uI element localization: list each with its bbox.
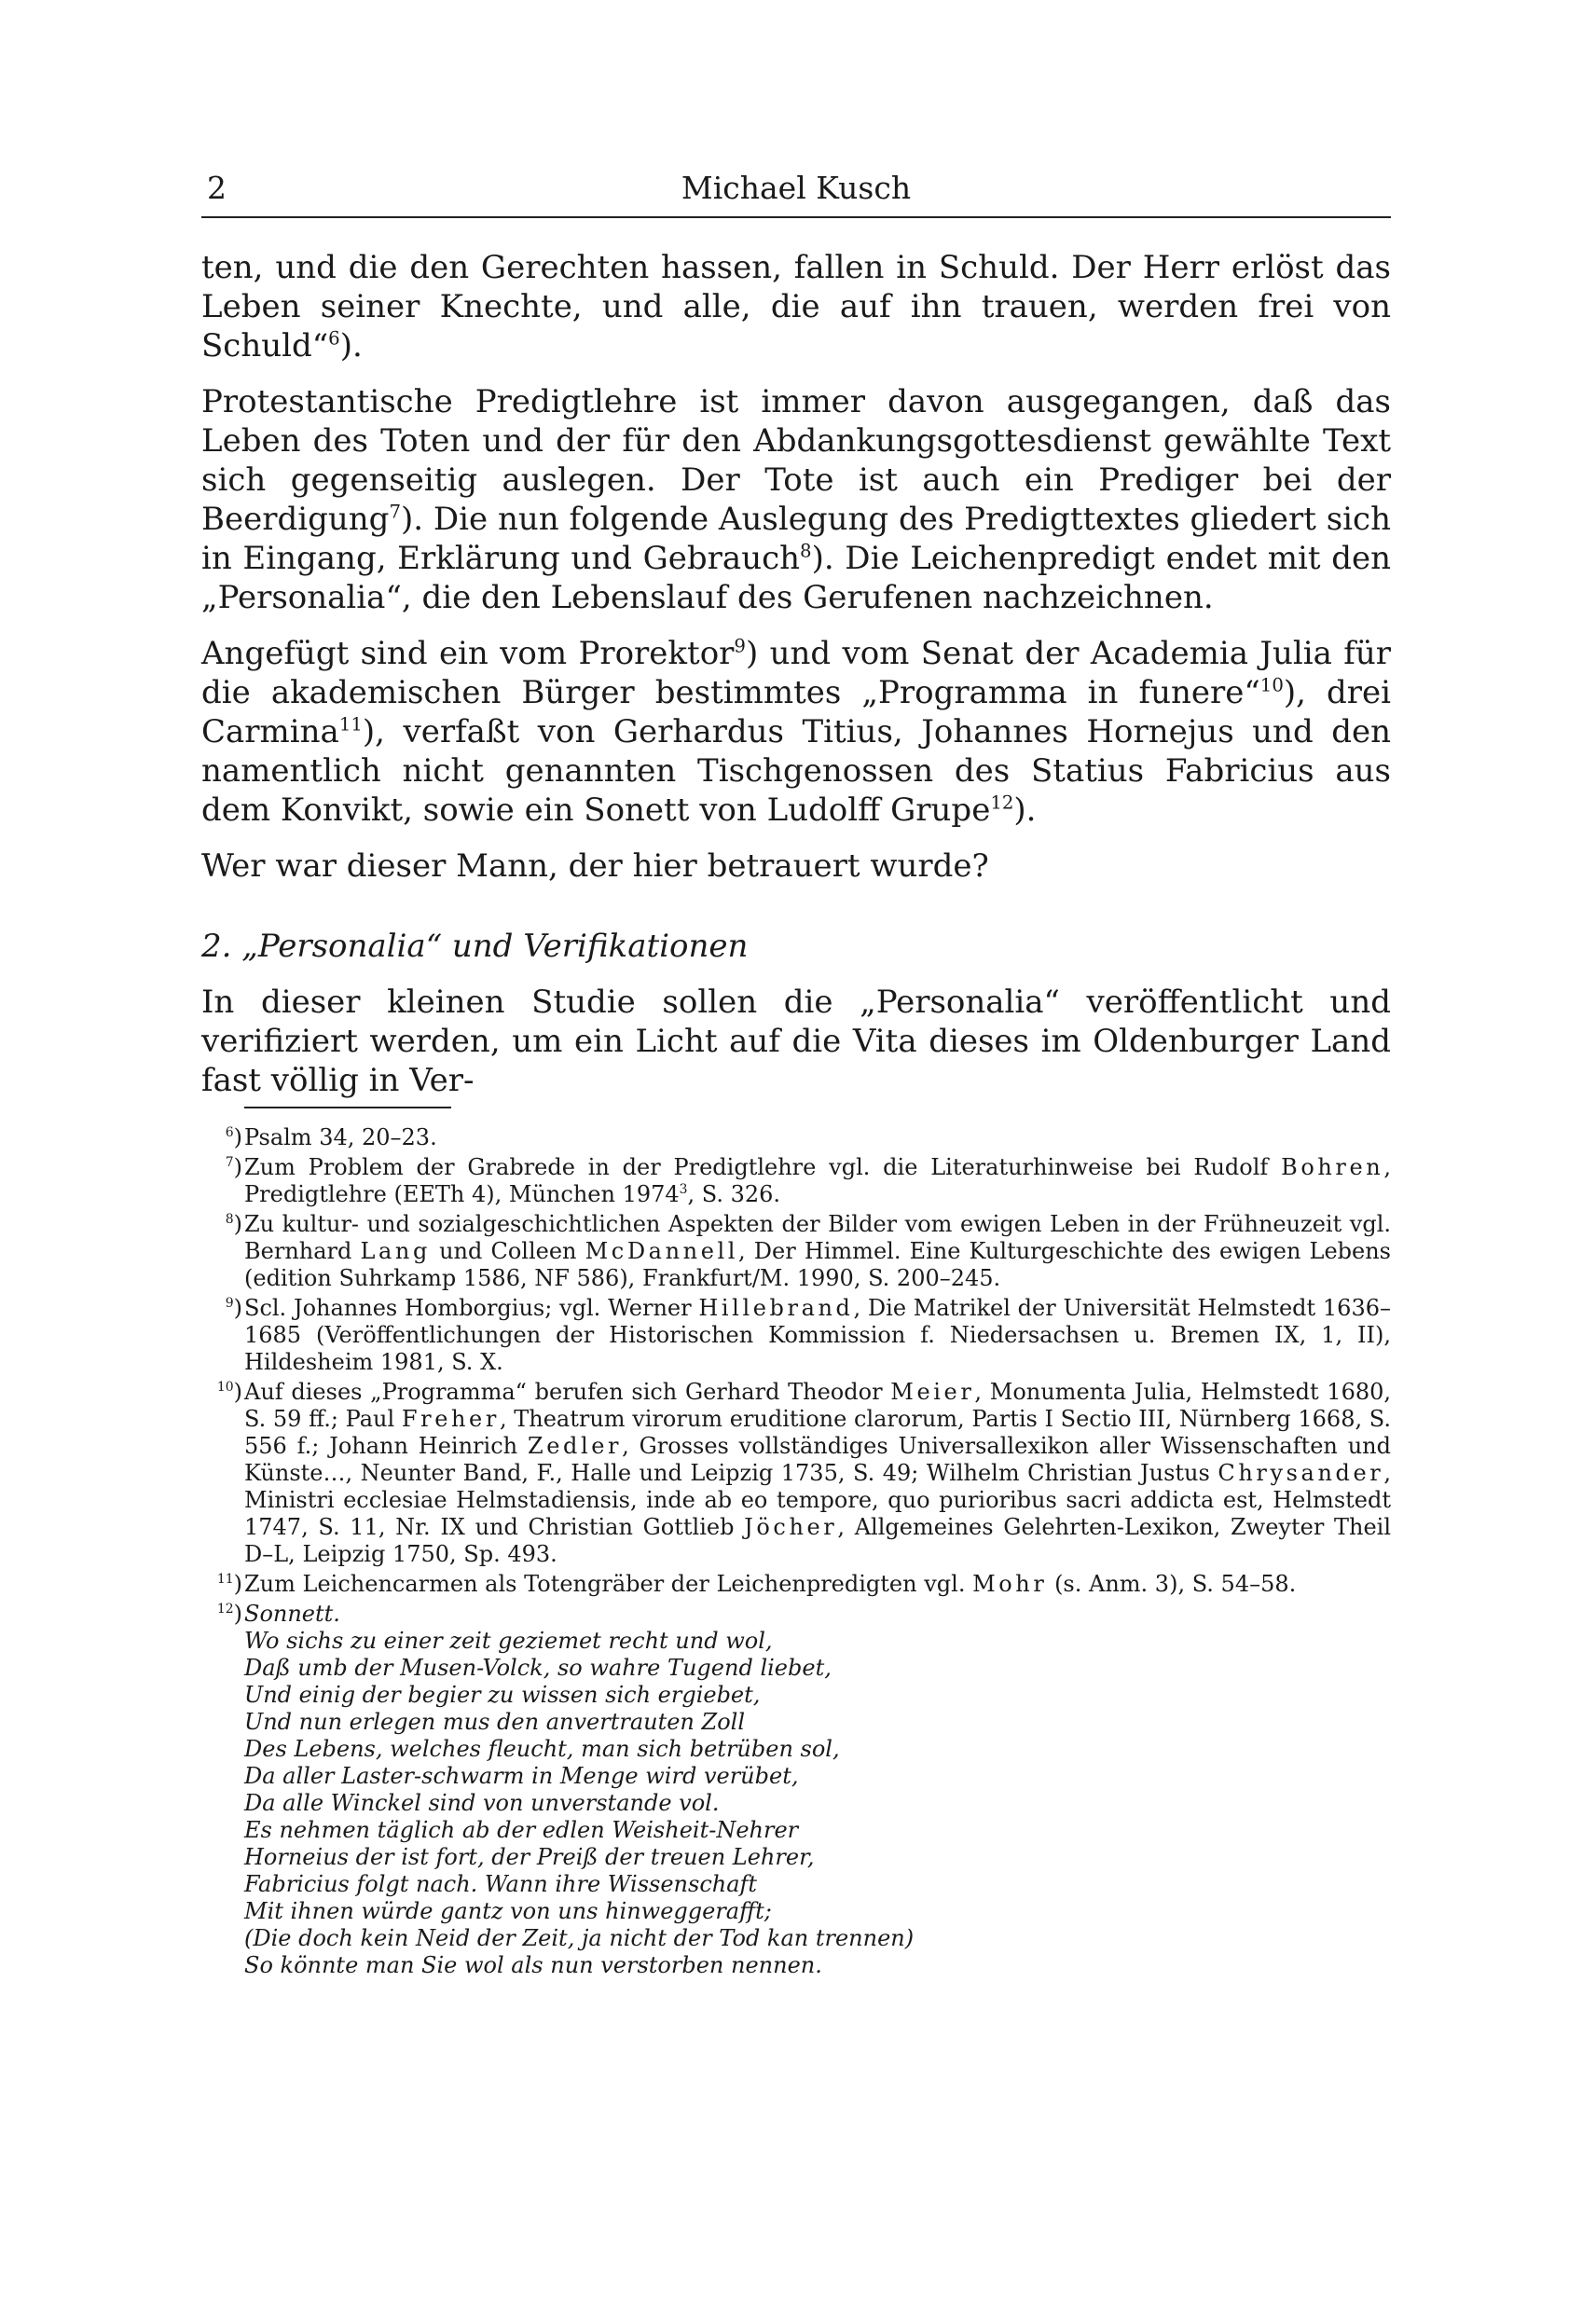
section-heading: 2. „Personalia“ und Verifikationen — [201, 928, 749, 965]
poem-line: Da alle Winckel sind von unverstande vol. — [244, 1790, 720, 1816]
footnote-ref-8: 8 — [800, 540, 812, 562]
paragraph-3-text-e: ). — [1013, 791, 1037, 829]
author-name: Lang — [360, 1238, 431, 1264]
footnote-mark: $^9$) — [225, 1295, 242, 1321]
footnote-mark: $^{12}$) — [216, 1601, 242, 1627]
paragraph-2-text-a: Protestantische Predigtlehre ist immer davon ausgegangen, daß das Leben des Toten und der für den Abdankungsgottesdienst gewählte Text sich gegenseitig auslegen. Der Tote ist auch ein Prediger bei der Beerdigung — [201, 383, 1391, 538]
author-name: Bohren — [1281, 1154, 1384, 1180]
footnote-ref-10: 10 — [1259, 674, 1284, 696]
footnote-text: Psalm 34, 20–23. — [244, 1124, 437, 1150]
paragraph-1-text: ten, und die den Gerechten hassen, fallen in Schuld. Der Herr erlöst das Leben seiner Knechte, und alle, die auf ihn trauen, werden frei von Schuld“ — [201, 249, 1391, 365]
footnote-ref-11: 11 — [338, 713, 363, 736]
footnote-separator — [244, 1107, 451, 1108]
footnote-ref-6: 6 — [328, 327, 340, 350]
poem-line: Und einig der begier zu wissen sich ergiebet, — [244, 1682, 761, 1708]
footnote-mark: $^{11}$) — [216, 1571, 242, 1597]
poem-line: Mit ihnen würde gantz von uns hinweggerafft; — [244, 1898, 772, 1924]
paragraph-3-text-d: ), verfaßt von Gerhardus Titius, Johannes Hornejus und den namentlich nicht genannten Tischgenossen des Statius Fabricius aus dem Konvikt, sowie ein Sonett von Ludolff Grupe — [201, 713, 1391, 829]
poem-title: Sonnett. — [244, 1601, 340, 1627]
footnote-ref-9: 9 — [734, 635, 746, 657]
poem-line: Des Lebens, welches fleucht, man sich betrüben sol, — [244, 1736, 840, 1762]
poem-line: Da aller Laster-schwarm in Menge wird verübet, — [244, 1763, 799, 1789]
author-name: Mohr — [972, 1571, 1048, 1597]
footnote-mark: $^{10}$) — [216, 1379, 242, 1405]
paragraph-5: In dieser kleinen Studie sollen die „Personalia“ veröffentlicht und verifiziert werden, um ein Licht auf die Vita dieses im Oldenburger Land fast völlig in Ver- — [201, 984, 1391, 1099]
footnote-ref-12: 12 — [990, 791, 1014, 814]
footnote-mark: $^6$) — [225, 1124, 242, 1150]
author-name: Chrysander — [1218, 1460, 1384, 1486]
paragraph-2-text-b: ). Die nun folgende Auslegung des Predigttextes gliedert sich in Eingang, Erklärung und Gebrauch — [201, 501, 1391, 577]
footnote-6 — [201, 1124, 1391, 1151]
running-header — [201, 168, 1391, 218]
footnote-7: $^7$) Zum Problem der Grabrede in der Predigtlehre vgl. die Literaturhinweise bei Rudolf Bohren, Predigtlehre (EETh 4), München 1974$^3$, S. 326. — [201, 1154, 1391, 1208]
poem-line: Es nehmen täglich ab der edlen Weisheit-Nehrer — [244, 1817, 799, 1843]
footnote-12 — [201, 1601, 1391, 1979]
author-name: Freher — [401, 1406, 500, 1432]
footnote-mark: $^8$) — [225, 1211, 242, 1237]
poem-line: Horneius der ist fort, der Preiß der treuen Lehrer, — [244, 1844, 815, 1870]
footnote-10: $^{10}$) Auf dieses „Programma“ berufen sich Gerhard Theodor Meier, Monumenta Julia, Helmstedt 1680, S. 59 ff.; Paul Freher, Theatrum virorum eruditione clarorum, Partis I Sectio III, Nürnberg 1668, S. 556 f.; Johann Heinrich Zedler, Grosses vollständiges Universallexikon aller Wissenschaften und Künste…, Neunter Band, F., Halle und Leipzig 1735, S. 49; Wilhelm Christian Justus Chrysander, Ministri ecclesiae Helmstadiensis, inde ab eo tempore, quo purioribus sacri addicta est, Helmstedt 1747, S. 11, Nr. IX und Christian Gottlieb Jöcher, Allgemeines Gelehrten-Lexikon, Zweyter Theil D–L, Leipzig 1750, Sp. 493. — [201, 1379, 1391, 1568]
paragraph-1 — [201, 248, 1391, 365]
paragraph-3-text-c: ), drei Carmina — [201, 674, 1391, 750]
footnote-8: $^8$) Zu kultur- und sozialgeschichtlichen Aspekten der Bilder vom ewigen Leben in der Frühneuzeit vgl. Bernhard Lang und Colleen McDannell, Der Himmel. Eine Kulturgeschichte des ewigen Lebens (edition Suhrkamp 1586, NF 586), Frankfurt/M. 1990, S. 200–245. — [201, 1211, 1391, 1292]
author-name: Hillebrand — [698, 1295, 854, 1321]
poem-line: So könnte man Sie wol als nun verstorben nennen. — [244, 1952, 822, 1978]
footnote-11: $^{11}$) Zum Leichencarmen als Totengräber der Leichenpredigten vgl. Mohr (s. Anm. 3), S. 54–58. — [201, 1571, 1391, 1598]
footnotes — [201, 1124, 1391, 1982]
paragraph-3-text-b: ) und vom Senat der Academia Julia für die akademischen Bürger bestimmtes „Programma in funere“ — [201, 635, 1391, 711]
author-name: Meier — [890, 1379, 975, 1405]
paragraph-4: Wer war dieser Mann, der hier betrauert wurde? — [201, 847, 989, 885]
running-head-author: Michael Kusch — [681, 170, 912, 206]
paragraph-2-text-c: ). Die Leichenpredigt endet mit den „Personalia“, die den Lebenslauf des Gerufenen nachzeichnen. — [201, 540, 1391, 616]
paragraph-3 — [201, 634, 1391, 830]
author-name: McDannell — [585, 1238, 739, 1264]
main-text — [201, 248, 1391, 1117]
footnote-mark: $^7$) — [225, 1154, 242, 1180]
poem-line: Fabricius folgt nach. Wann ihre Wissenschaft — [244, 1871, 758, 1897]
footnote-9: $^9$) Scl. Johannes Homborgius; vgl. Werner Hillebrand, Die Matrikel der Universität Helmstedt 1636–1685 (Veröffentlichungen der Historischen Kommission f. Niedersachsen u. Bremen IX, 1, II), Hildesheim 1981, S. X. — [201, 1295, 1391, 1376]
poem-line: Wo sichs zu einer zeit geziemet recht und wol, — [244, 1628, 773, 1654]
poem-line: (Die doch kein Neid der Zeit, ja nicht der Tod kan trennen) — [244, 1925, 915, 1951]
paragraph-3-text-a: Angefügt sind ein vom Prorektor — [201, 635, 735, 672]
poem-line: Und nun erlegen mus den anvertrauten Zoll — [244, 1709, 745, 1735]
paragraph-1-end: ). — [339, 327, 363, 365]
author-name: Zedler — [527, 1433, 623, 1459]
paragraph-2 — [201, 382, 1391, 617]
footnote-ref-7: 7 — [389, 501, 401, 523]
poem-line: Daß umb der Musen-Volck, so wahre Tugend liebet, — [244, 1655, 832, 1681]
page-number: 2 — [207, 170, 227, 206]
author-name: Jöcher — [744, 1514, 838, 1540]
